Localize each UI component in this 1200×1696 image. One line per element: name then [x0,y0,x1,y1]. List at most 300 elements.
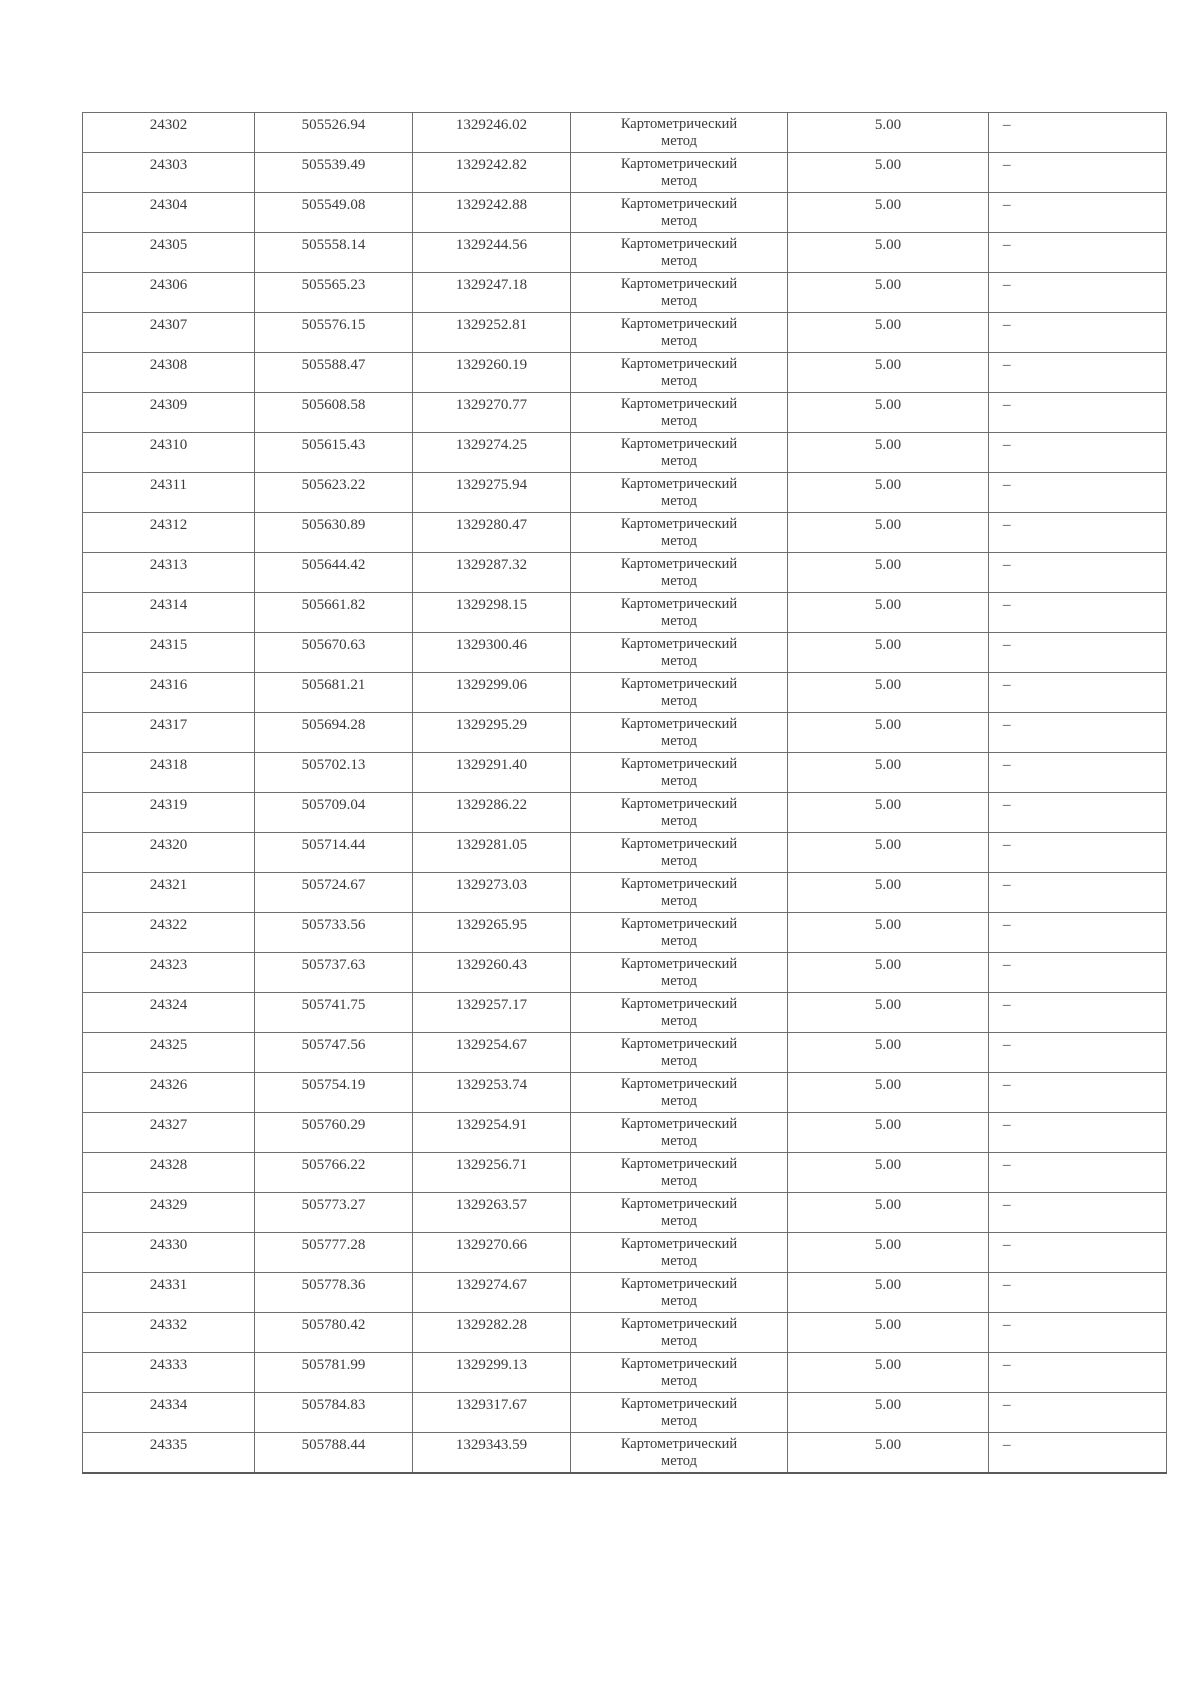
y-coordinate-cell: 1329282.28 [413,1313,571,1353]
method-text-line2: метод [661,1213,697,1229]
table-row [83,353,1167,393]
method-text-line2: метод [661,1053,697,1069]
method-text-line1: Картометрический [620,1076,738,1092]
method-text-line1: Картометрический [620,276,738,292]
y-coordinate-cell: 1329273.03 [413,873,571,913]
coordinates-table-body [83,113,1167,1473]
point-number-cell: 24328 [83,1153,255,1193]
method-text-line1: Картометрический [620,956,738,972]
method-text-line1: Картометрический [620,996,738,1012]
x-coordinate-cell: 505694.28 [255,713,413,753]
method-cell [571,1353,788,1393]
table-row [83,513,1167,553]
method-cell [571,1153,788,1193]
x-coordinate-cell: 505681.21 [255,673,413,713]
accuracy-cell: 5.00 [788,833,989,873]
method-text-line1: Картометрический [620,1036,738,1052]
x-coordinate-cell: 505780.42 [255,1313,413,1353]
y-coordinate-cell: 1329247.18 [413,273,571,313]
note-cell: – [989,953,1167,993]
point-number-cell: 24308 [83,353,255,393]
method-text-line1: Картометрический [620,1396,738,1412]
method-text-line1: Картометрический [620,876,738,892]
point-number-cell: 24306 [83,273,255,313]
note-cell: – [989,273,1167,313]
point-number-cell: 24331 [83,1273,255,1313]
x-coordinate-cell: 505733.56 [255,913,413,953]
table-row [83,753,1167,793]
method-text-line1: Картометрический [620,916,738,932]
accuracy-cell: 5.00 [788,1273,989,1313]
x-coordinate-cell: 505778.36 [255,1273,413,1313]
accuracy-cell: 5.00 [788,1433,989,1473]
accuracy-cell: 5.00 [788,233,989,273]
x-coordinate-cell: 505754.19 [255,1073,413,1113]
method-cell [571,753,788,793]
accuracy-cell: 5.00 [788,433,989,473]
table-row [83,713,1167,753]
accuracy-cell: 5.00 [788,1193,989,1233]
method-cell [571,433,788,473]
method-text-line1: Картометрический [620,556,738,572]
method-text-line2: метод [661,213,697,229]
accuracy-cell: 5.00 [788,1313,989,1353]
table-row [83,873,1167,913]
note-cell: – [989,713,1167,753]
table-row [83,833,1167,873]
accuracy-cell: 5.00 [788,553,989,593]
method-text-line1: Картометрический [620,716,738,732]
y-coordinate-cell: 1329242.82 [413,153,571,193]
method-cell [571,873,788,913]
y-coordinate-cell: 1329287.32 [413,553,571,593]
note-cell: – [989,1113,1167,1153]
y-coordinate-cell: 1329252.81 [413,313,571,353]
table-row [83,673,1167,713]
method-text-line1: Картометрический [620,396,738,412]
table-row [83,1273,1167,1313]
table-row [83,113,1167,153]
accuracy-cell: 5.00 [788,1033,989,1073]
method-cell [571,993,788,1033]
method-text-line2: метод [661,1453,697,1469]
y-coordinate-cell: 1329253.74 [413,1073,571,1113]
method-text-line1: Картометрический [620,1156,738,1172]
point-number-cell: 24313 [83,553,255,593]
method-cell [571,1393,788,1433]
note-cell: – [989,593,1167,633]
note-cell: – [989,1193,1167,1233]
method-text-line1: Картометрический [620,516,738,532]
x-coordinate-cell: 505773.27 [255,1193,413,1233]
method-cell [571,913,788,953]
method-text-line1: Картометрический [620,236,738,252]
method-text-line1: Картометрический [620,1116,738,1132]
method-text-line2: метод [661,653,697,669]
point-number-cell: 24320 [83,833,255,873]
x-coordinate-cell: 505781.99 [255,1353,413,1393]
table-row [83,433,1167,473]
y-coordinate-cell: 1329270.66 [413,1233,571,1273]
table-row [83,913,1167,953]
method-text-line2: метод [661,493,697,509]
x-coordinate-cell: 505777.28 [255,1233,413,1273]
x-coordinate-cell: 505702.13 [255,753,413,793]
table-row [83,1073,1167,1113]
note-cell: – [989,1433,1167,1473]
x-coordinate-cell: 505630.89 [255,513,413,553]
method-cell [571,1433,788,1473]
note-cell: – [989,153,1167,193]
method-text-line1: Картометрический [620,436,738,452]
point-number-cell: 24315 [83,633,255,673]
table-row [83,1113,1167,1153]
table-row [83,393,1167,433]
y-coordinate-cell: 1329246.02 [413,113,571,153]
method-text-line1: Картометрический [620,116,738,132]
accuracy-cell: 5.00 [788,633,989,673]
method-cell [571,393,788,433]
coordinates-table [82,112,1167,1474]
table-row [83,553,1167,593]
point-number-cell: 24302 [83,113,255,153]
accuracy-cell: 5.00 [788,1393,989,1433]
point-number-cell: 24326 [83,1073,255,1113]
x-coordinate-cell: 505784.83 [255,1393,413,1433]
note-cell: – [989,833,1167,873]
y-coordinate-cell: 1329291.40 [413,753,571,793]
method-cell [571,1313,788,1353]
note-cell: – [989,1033,1167,1073]
note-cell: – [989,553,1167,593]
y-coordinate-cell: 1329300.46 [413,633,571,673]
point-number-cell: 24318 [83,753,255,793]
method-text-line1: Картометрический [620,156,738,172]
method-text-line1: Картометрический [620,676,738,692]
y-coordinate-cell: 1329274.25 [413,433,571,473]
method-text-line1: Картометрический [620,1316,738,1332]
point-number-cell: 24316 [83,673,255,713]
point-number-cell: 24307 [83,313,255,353]
accuracy-cell: 5.00 [788,793,989,833]
x-coordinate-cell: 505766.22 [255,1153,413,1193]
point-number-cell: 24333 [83,1353,255,1393]
x-coordinate-cell: 505737.63 [255,953,413,993]
accuracy-cell: 5.00 [788,1113,989,1153]
method-cell [571,113,788,153]
point-number-cell: 24309 [83,393,255,433]
accuracy-cell: 5.00 [788,353,989,393]
accuracy-cell: 5.00 [788,713,989,753]
method-text-line1: Картометрический [620,636,738,652]
method-text-line2: метод [661,933,697,949]
point-number-cell: 24304 [83,193,255,233]
point-number-cell: 24312 [83,513,255,553]
point-number-cell: 24324 [83,993,255,1033]
point-number-cell: 24325 [83,1033,255,1073]
accuracy-cell: 5.00 [788,993,989,1033]
note-cell: – [989,633,1167,673]
point-number-cell: 24327 [83,1113,255,1153]
accuracy-cell: 5.00 [788,753,989,793]
method-text-line1: Картометрический [620,476,738,492]
point-number-cell: 24332 [83,1313,255,1353]
method-text-line2: метод [661,413,697,429]
table-row [83,1153,1167,1193]
x-coordinate-cell: 505670.63 [255,633,413,673]
y-coordinate-cell: 1329298.15 [413,593,571,633]
method-text-line2: метод [661,333,697,349]
method-text-line1: Картометрический [620,1276,738,1292]
point-number-cell: 24335 [83,1433,255,1473]
method-text-line2: метод [661,133,697,149]
x-coordinate-cell: 505709.04 [255,793,413,833]
table-row [83,593,1167,633]
x-coordinate-cell: 505724.67 [255,873,413,913]
x-coordinate-cell: 505565.23 [255,273,413,313]
method-text-line1: Картометрический [620,196,738,212]
table-row [83,1433,1167,1473]
method-cell [571,1233,788,1273]
method-cell [571,833,788,873]
method-cell [571,193,788,233]
method-cell [571,273,788,313]
table-row [83,953,1167,993]
y-coordinate-cell: 1329254.67 [413,1033,571,1073]
method-cell [571,153,788,193]
y-coordinate-cell: 1329270.77 [413,393,571,433]
method-text-line2: метод [661,293,697,309]
method-text-line2: метод [661,373,697,389]
method-cell [571,353,788,393]
accuracy-cell: 5.00 [788,273,989,313]
x-coordinate-cell: 505539.49 [255,153,413,193]
method-text-line1: Картометрический [620,756,738,772]
y-coordinate-cell: 1329317.67 [413,1393,571,1433]
accuracy-cell: 5.00 [788,513,989,553]
x-coordinate-cell: 505644.42 [255,553,413,593]
y-coordinate-cell: 1329257.17 [413,993,571,1033]
table-row [83,473,1167,513]
method-text-line2: метод [661,1373,697,1389]
method-text-line2: метод [661,693,697,709]
method-text-line2: метод [661,613,697,629]
note-cell: – [989,1073,1167,1113]
point-number-cell: 24322 [83,913,255,953]
method-cell [571,1073,788,1113]
point-number-cell: 24319 [83,793,255,833]
note-cell: – [989,1233,1167,1273]
table-row [83,1313,1167,1353]
y-coordinate-cell: 1329295.29 [413,713,571,753]
method-text-line1: Картометрический [620,1196,738,1212]
table-row [83,153,1167,193]
method-text-line1: Картометрический [620,1236,738,1252]
method-text-line2: метод [661,1333,697,1349]
method-cell [571,673,788,713]
table-row [83,1393,1167,1433]
x-coordinate-cell: 505608.58 [255,393,413,433]
method-cell [571,1033,788,1073]
method-text-line2: метод [661,893,697,909]
y-coordinate-cell: 1329260.43 [413,953,571,993]
x-coordinate-cell: 505760.29 [255,1113,413,1153]
method-cell [571,473,788,513]
y-coordinate-cell: 1329299.06 [413,673,571,713]
note-cell: – [989,753,1167,793]
y-coordinate-cell: 1329286.22 [413,793,571,833]
method-text-line1: Картометрический [620,1436,738,1452]
method-text-line1: Картометрический [620,796,738,812]
x-coordinate-cell: 505661.82 [255,593,413,633]
x-coordinate-cell: 505714.44 [255,833,413,873]
accuracy-cell: 5.00 [788,313,989,353]
accuracy-cell: 5.00 [788,1073,989,1113]
method-text-line2: метод [661,173,697,189]
method-text-line2: метод [661,573,697,589]
point-number-cell: 24321 [83,873,255,913]
method-text-line2: метод [661,973,697,989]
note-cell: – [989,793,1167,833]
table-row [83,1353,1167,1393]
note-cell: – [989,873,1167,913]
method-text-line2: метод [661,1133,697,1149]
point-number-cell: 24330 [83,1233,255,1273]
accuracy-cell: 5.00 [788,393,989,433]
table-row [83,1193,1167,1233]
point-number-cell: 24314 [83,593,255,633]
method-text-line2: метод [661,773,697,789]
method-cell [571,1193,788,1233]
note-cell: – [989,993,1167,1033]
y-coordinate-cell: 1329281.05 [413,833,571,873]
method-cell [571,513,788,553]
method-text-line2: метод [661,813,697,829]
x-coordinate-cell: 505615.43 [255,433,413,473]
note-cell: – [989,1313,1167,1353]
accuracy-cell: 5.00 [788,593,989,633]
accuracy-cell: 5.00 [788,1353,989,1393]
note-cell: – [989,513,1167,553]
accuracy-cell: 5.00 [788,153,989,193]
y-coordinate-cell: 1329274.67 [413,1273,571,1313]
table-row [83,193,1167,233]
method-text-line2: метод [661,533,697,549]
note-cell: – [989,1393,1167,1433]
y-coordinate-cell: 1329343.59 [413,1433,571,1473]
note-cell: – [989,113,1167,153]
point-number-cell: 24323 [83,953,255,993]
table-row [83,1233,1167,1273]
x-coordinate-cell: 505623.22 [255,473,413,513]
table-row [83,233,1167,273]
note-cell: – [989,433,1167,473]
x-coordinate-cell: 505558.14 [255,233,413,273]
table-row [83,633,1167,673]
method-text-line2: метод [661,1293,697,1309]
note-cell: – [989,233,1167,273]
method-cell [571,713,788,753]
point-number-cell: 24334 [83,1393,255,1433]
y-coordinate-cell: 1329256.71 [413,1153,571,1193]
method-text-line1: Картометрический [620,596,738,612]
y-coordinate-cell: 1329254.91 [413,1113,571,1153]
point-number-cell: 24310 [83,433,255,473]
method-cell [571,793,788,833]
point-number-cell: 24317 [83,713,255,753]
method-cell [571,553,788,593]
method-text-line2: метод [661,853,697,869]
accuracy-cell: 5.00 [788,113,989,153]
accuracy-cell: 5.00 [788,913,989,953]
y-coordinate-cell: 1329265.95 [413,913,571,953]
note-cell: – [989,1353,1167,1393]
x-coordinate-cell: 505549.08 [255,193,413,233]
x-coordinate-cell: 505588.47 [255,353,413,393]
y-coordinate-cell: 1329244.56 [413,233,571,273]
method-cell [571,1273,788,1313]
note-cell: – [989,353,1167,393]
accuracy-cell: 5.00 [788,953,989,993]
x-coordinate-cell: 505576.15 [255,313,413,353]
method-cell [571,313,788,353]
method-text-line1: Картометрический [620,1356,738,1372]
method-text-line2: метод [661,1093,697,1109]
note-cell: – [989,313,1167,353]
method-text-line1: Картометрический [620,316,738,332]
point-number-cell: 24329 [83,1193,255,1233]
accuracy-cell: 5.00 [788,1233,989,1273]
table-row [83,993,1167,1033]
method-text-line2: метод [661,1413,697,1429]
note-cell: – [989,193,1167,233]
note-cell: – [989,913,1167,953]
method-text-line1: Картометрический [620,356,738,372]
accuracy-cell: 5.00 [788,1153,989,1193]
point-number-cell: 24305 [83,233,255,273]
y-coordinate-cell: 1329263.57 [413,1193,571,1233]
x-coordinate-cell: 505741.75 [255,993,413,1033]
method-text-line2: метод [661,733,697,749]
note-cell: – [989,393,1167,433]
method-text-line2: метод [661,1013,697,1029]
method-text-line1: Картометрический [620,836,738,852]
method-text-line2: метод [661,1173,697,1189]
y-coordinate-cell: 1329260.19 [413,353,571,393]
note-cell: – [989,673,1167,713]
method-cell [571,233,788,273]
accuracy-cell: 5.00 [788,873,989,913]
y-coordinate-cell: 1329280.47 [413,513,571,553]
point-number-cell: 24311 [83,473,255,513]
table-row [83,273,1167,313]
x-coordinate-cell: 505747.56 [255,1033,413,1073]
y-coordinate-cell: 1329299.13 [413,1353,571,1393]
note-cell: – [989,1153,1167,1193]
method-cell [571,1113,788,1153]
x-coordinate-cell: 505788.44 [255,1433,413,1473]
table-row [83,793,1167,833]
table-row [83,313,1167,353]
method-cell [571,633,788,673]
note-cell: – [989,473,1167,513]
y-coordinate-cell: 1329242.88 [413,193,571,233]
accuracy-cell: 5.00 [788,673,989,713]
accuracy-cell: 5.00 [788,473,989,513]
method-text-line2: метод [661,1253,697,1269]
method-text-line2: метод [661,253,697,269]
method-text-line2: метод [661,453,697,469]
